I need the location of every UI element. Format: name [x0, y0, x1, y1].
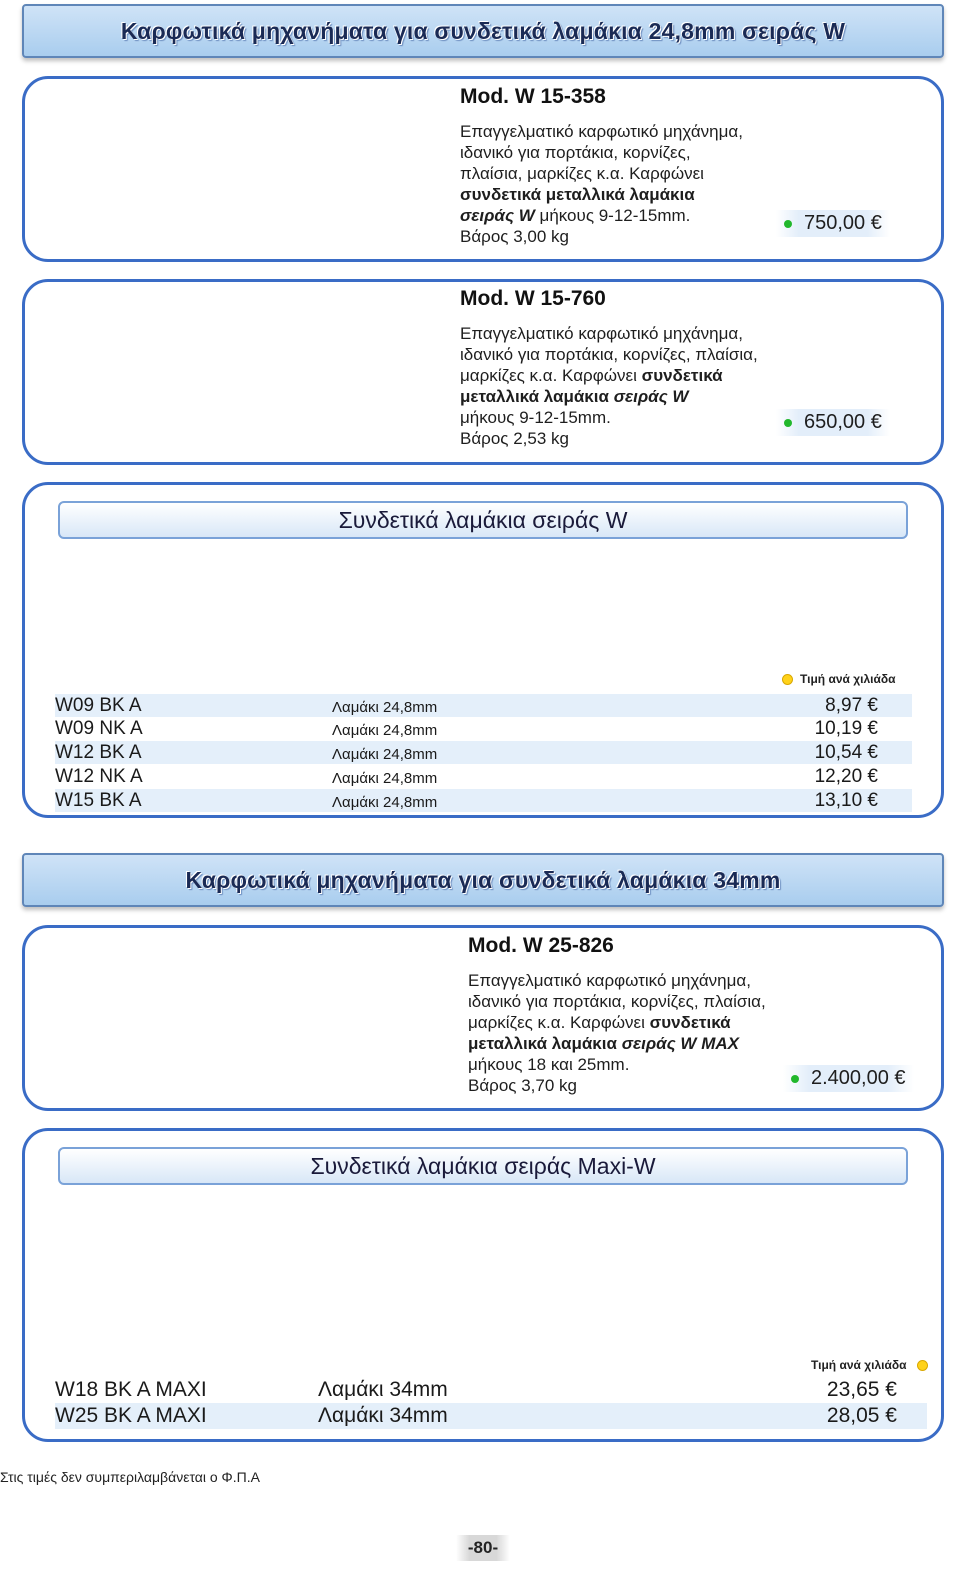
banner-title: Καρφωτικά μηχανήματα για συνδετικά λαμάκια 34mm: [185, 866, 781, 893]
bullet-icon: [791, 1075, 799, 1083]
product-desc-bold: μεταλλικά λαμάκια: [460, 387, 614, 406]
row-code: W25 BK A MAXI: [55, 1404, 207, 1427]
product-model: Mod. W 15-358: [460, 85, 606, 108]
row-price: 13,10 €: [814, 789, 878, 811]
product-desc-line: Επαγγελματικό καρφωτικό μηχάνημα,: [460, 324, 743, 343]
price-value: 750,00 €: [804, 212, 882, 234]
row-desc: Λαμάκι 34mm: [318, 1404, 448, 1427]
bullet-icon: [917, 1360, 928, 1371]
product-desc-bold: συνδετικά: [649, 1013, 731, 1032]
product-model: Mod. W 25-826: [468, 934, 614, 957]
banner-title: Καρφωτικά μηχανήματα για συνδετικά λαμάκια 24,8mm σειράς W: [120, 17, 846, 44]
row-desc: Λαμάκι 24,8mm: [332, 770, 438, 787]
product-desc-bold: μεταλλικά λαμάκια: [468, 1034, 622, 1053]
row-desc: Λαμάκι 24,8mm: [332, 722, 438, 739]
section-banner-24mm: [22, 4, 944, 58]
table-title-text: Συνδετικά λαμάκια σειράς W: [338, 506, 628, 533]
row-code: W12 NK A: [55, 765, 143, 787]
table-title: [58, 1147, 908, 1185]
row-price: 10,54 €: [814, 741, 878, 763]
bullet-icon: [784, 220, 792, 228]
product-price: [776, 409, 890, 436]
section-banner-34mm: [22, 853, 944, 907]
row-code: W12 BK A: [55, 741, 142, 763]
price-header-label: Τιμή ανά χιλιάδα: [811, 1358, 907, 1372]
table-row: [55, 1403, 927, 1429]
price-header-label: Τιμή ανά χιλιάδα: [800, 672, 896, 686]
table-row: [55, 694, 912, 717]
table-row: [55, 765, 912, 788]
product-desc-line: ιδανικό για πορτάκια, κορνίζες, πλαίσια,: [468, 992, 766, 1011]
page-number-text: -80-: [467, 1538, 499, 1557]
row-code: W15 BK A: [55, 789, 142, 811]
product-weight: Βάρος 2,53 kg: [460, 429, 569, 448]
product-desc-bold: συνδετικά μεταλλικά λαμάκια: [460, 185, 695, 204]
product-model: Mod. W 15-760: [460, 287, 606, 310]
product-desc-line: πλαίσια, μαρκίζες κ.α. Καρφώνει: [460, 164, 704, 183]
product-price: [783, 1065, 914, 1092]
product-desc-line: μήκους 18 και 25mm.: [468, 1055, 630, 1074]
product-desc-line: ιδανικό για πορτάκια, κορνίζες, πλαίσια,: [460, 345, 758, 364]
product-weight: Βάρος 3,70 kg: [468, 1076, 577, 1095]
table-title: [58, 501, 908, 539]
product-info: [468, 935, 766, 1096]
price-header: [811, 1358, 928, 1372]
row-price: 10,19 €: [814, 717, 878, 739]
product-desc-series: σειράς W: [613, 387, 689, 406]
product-desc-series: σειράς W MAX: [621, 1034, 739, 1053]
bullet-icon: [784, 419, 792, 427]
row-desc: Λαμάκι 24,8mm: [332, 746, 438, 763]
table-row: [55, 1378, 927, 1401]
product-info: [460, 288, 758, 449]
row-price: 8,97 €: [825, 694, 878, 716]
price-value: 650,00 €: [804, 411, 882, 433]
product-info: [460, 86, 743, 247]
product-desc-series: σειράς W: [460, 206, 535, 225]
row-price: 28,05 €: [826, 1404, 897, 1427]
table-row: [55, 717, 912, 740]
product-desc-line: Επαγγελματικό καρφωτικό μηχάνημα,: [460, 122, 743, 141]
bullet-icon: [782, 674, 793, 685]
row-code: W09 BK A: [55, 694, 142, 716]
vat-footnote: Στις τιμές δεν συμπεριλαμβάνεται ο Φ.Π.Α: [0, 1469, 260, 1485]
product-desc-text: μαρκίζες κ.α. Καρφώνει: [468, 1013, 650, 1032]
page-number: [456, 1535, 510, 1561]
product-desc-line: ιδανικό για πορτάκια, κορνίζες,: [460, 143, 691, 162]
row-price: 12,20 €: [814, 765, 878, 787]
price-value: 2.400,00 €: [811, 1067, 906, 1089]
row-desc: Λαμάκι 24,8mm: [332, 794, 438, 811]
product-desc-line: μήκους 9-12-15mm.: [460, 408, 611, 427]
row-desc: Λαμάκι 24,8mm: [332, 699, 438, 716]
product-weight: Βάρος 3,00 kg: [460, 227, 569, 246]
table-row: [55, 789, 912, 812]
product-desc-line: Επαγγελματικό καρφωτικό μηχάνημα,: [468, 971, 751, 990]
product-desc-text: μαρκίζες κ.α. Καρφώνει: [460, 366, 642, 385]
row-code: W09 NK A: [55, 717, 143, 739]
product-desc-length: μήκους 9-12-15mm.: [534, 206, 691, 225]
table-title-text: Συνδετικά λαμάκια σειράς Maxi-W: [310, 1152, 656, 1179]
row-code: W18 BK A MAXI: [55, 1377, 207, 1401]
row-desc: Λαμάκι 34mm: [318, 1377, 448, 1401]
product-desc-bold: συνδετικά: [641, 366, 723, 385]
table-row: [55, 741, 912, 764]
product-price: [776, 210, 890, 237]
price-header: [782, 672, 896, 686]
row-price: 23,65 €: [826, 1377, 897, 1401]
